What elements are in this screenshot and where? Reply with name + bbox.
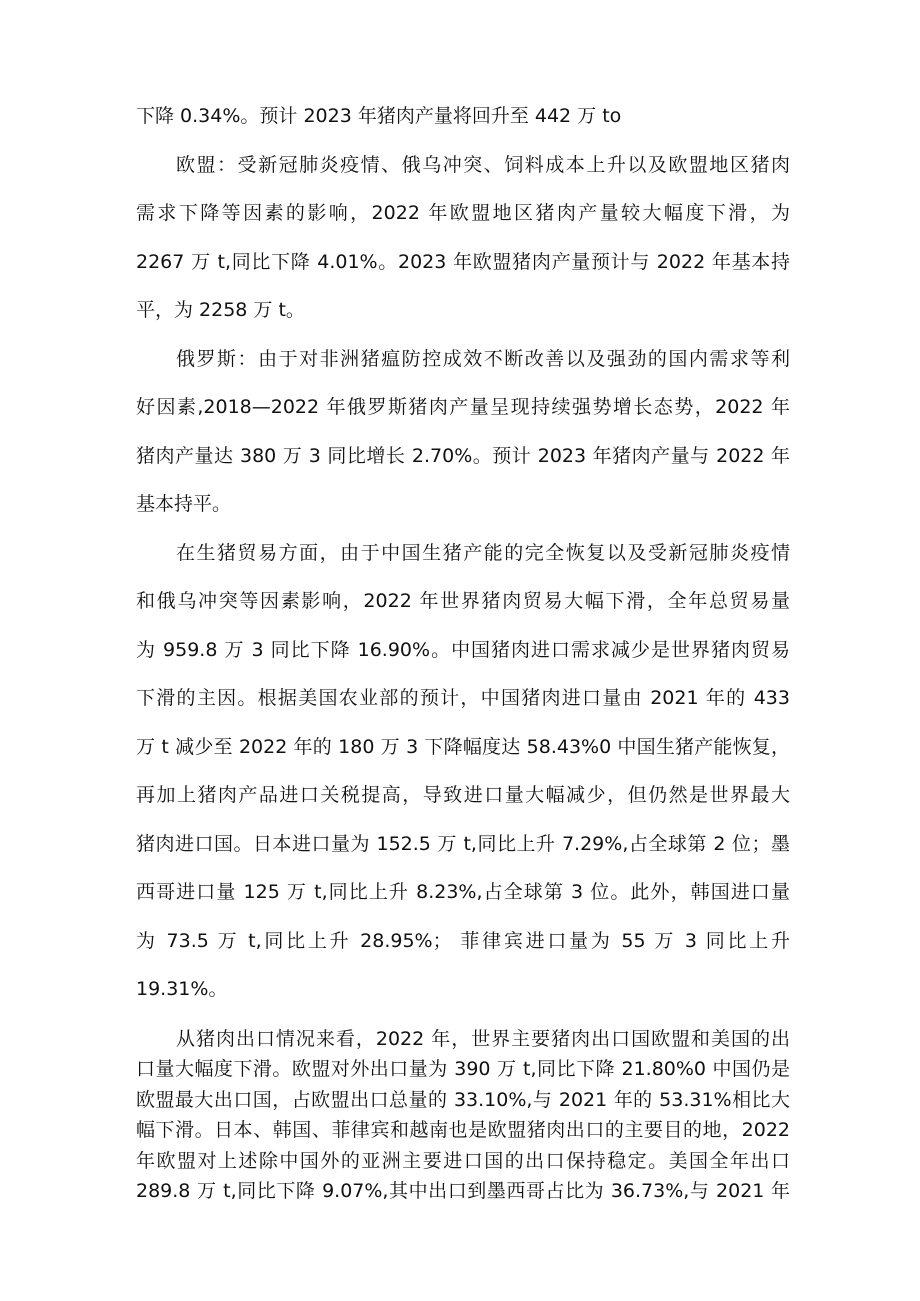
text-line: 年欧盟对上述除中国外的亚洲主要进口国的出口保持稳定。美国全年出口 [136, 1149, 790, 1172]
text-line: 欧盟最大出口国，占欧盟出口总量的 33.10%,与 2021 年的 53.31%相比大 [136, 1088, 790, 1111]
paragraph-eu-production [136, 141, 790, 335]
paragraph-pork-production-tail [136, 92, 790, 141]
text-line: 19.31%。 [136, 978, 228, 1000]
text-line: 俄罗斯：由于对非洲猪瘟防控成效不断改善以及强劲的国内需求等利 [176, 347, 790, 370]
text-line: 2267 万 t,同比下降 4.01%。2023 年欧盟猪肉产量预计与 2022 年基本持 [136, 250, 790, 273]
text-line: 需求下降等因素的影响，2022 年欧盟地区猪肉产量较大幅度下滑，为 [136, 202, 790, 224]
text-line: 幅下滑。日本、韩国、菲律宾和越南也是欧盟猪肉出口的主要目的地，2022 [136, 1119, 790, 1141]
text-line: 在生猪贸易方面，由于中国生猪产能的完全恢复以及受新冠肺炎疫情 [176, 541, 790, 564]
text-line: 万 t 减少至 2022 年的 180 万 3 下降幅度达 58.43%0 中国生猪产能恢复， [136, 735, 790, 758]
text-line: 猪肉进口国。日本进口量为 152.5 万 t,同比上升 7.29%,占全球第 2 位；墨 [136, 832, 790, 855]
text-line: 下滑的主因。根据美国农业部的预计，中国猪肉进口量由 2021 年的 433 [136, 687, 790, 709]
paragraph-pork-exports [136, 1024, 790, 1207]
text-line: 好因素,2018—2022 年俄罗斯猪肉产量呈现持续强势增长态势，2022 年 [136, 396, 790, 418]
text-line: 平，为 2258 万 t。 [136, 299, 305, 321]
text-line: 再加上猪肉产品进口关税提高，导致进口量大幅减少，但仍然是世界最大 [136, 784, 790, 806]
text-line: 欧盟：受新冠肺炎疫情、俄乌冲突、饲料成本上升以及欧盟地区猪肉 [176, 153, 790, 176]
text-line: 西哥进口量 125 万 t,同比上升 8.23%,占全球第 3 位。此外，韩国进口量 [136, 881, 790, 903]
paragraph-pork-trade [136, 529, 790, 1014]
text-line: 基本持平。 [136, 493, 232, 515]
text-line: 从猪肉出口情况来看，2022 年，世界主要猪肉出口国欧盟和美国的出 [176, 1027, 790, 1050]
text-line: 289.8 万 t,同比下降 9.07%,其中出口到墨西哥占比为 36.73%,与 2021 年 [136, 1180, 790, 1202]
text-line: 为 73.5 万 t,同比上升 28.95%； 菲律宾进口量为 55 万 3 同比上升 [136, 929, 790, 952]
text-line: 为 959.8 万 3 同比下降 16.90%。中国猪肉进口需求减少是世界猪肉贸易 [136, 638, 790, 661]
text-line: 下降 0.34%。预计 2023 年猪肉产量将回升至 442 万 to [136, 105, 622, 127]
text-line: 和俄乌冲突等因素影响，2022 年世界猪肉贸易大幅下滑，全年总贸易量 [136, 590, 790, 612]
document-page [136, 92, 790, 1207]
paragraph-gap [136, 1014, 790, 1024]
text-line: 口量大幅度下滑。欧盟对外出口量为 390 万 t,同比下降 21.80%0 中国仍是 [136, 1058, 790, 1080]
text-line: 猪肉产量达 380 万 3 同比增长 2.70%。预计 2023 年猪肉产量与 2022 年 [136, 444, 790, 467]
paragraph-russia-production [136, 335, 790, 529]
